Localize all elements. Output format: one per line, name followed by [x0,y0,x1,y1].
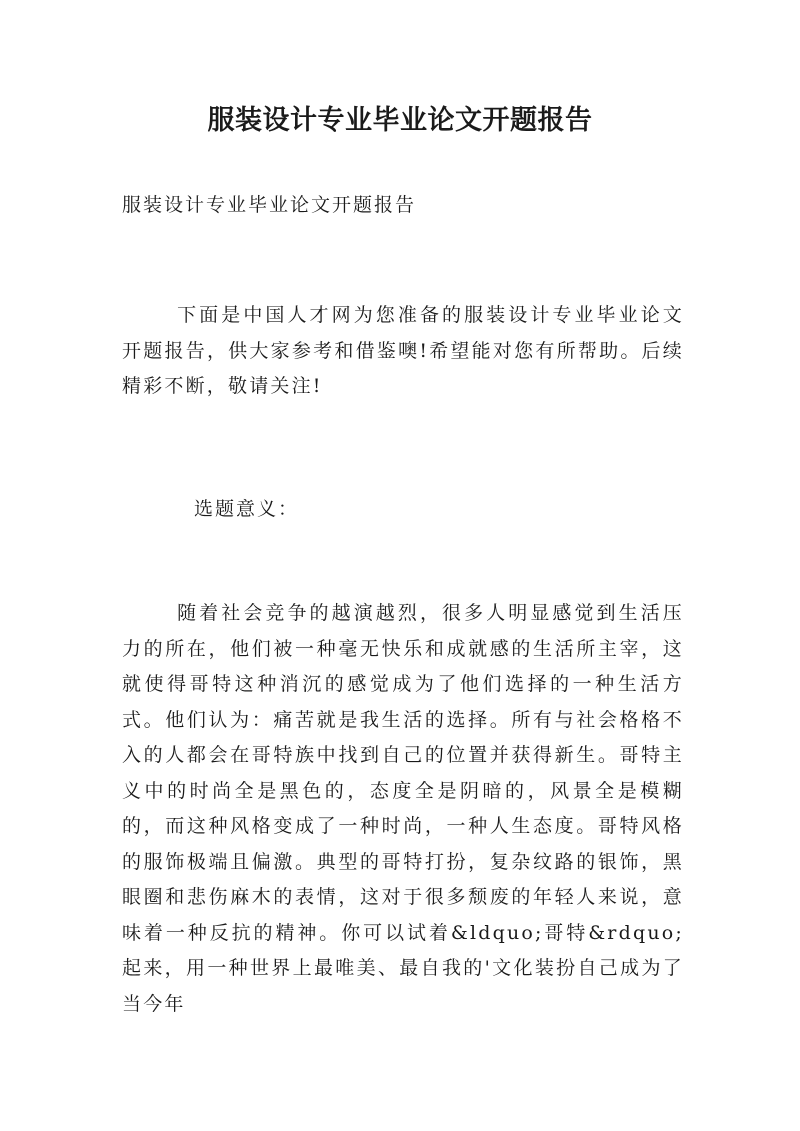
document-title: 服装设计专业毕业论文开题报告 [207,105,593,136]
section-heading: 选题意义： [194,498,300,520]
intro-paragraph: 下面是中国人才网为您准备的服装设计专业毕业论文开题报告，供大家参考和借鉴噢!希望能对您有所帮助。后续精彩不断，敬请关注! [122,304,684,397]
document-subtitle: 服装设计专业毕业论文开题报告 [122,194,417,216]
body-paragraph: 随着社会竞争的越演越烈，很多人明显感觉到生活压力的所在，他们被一种毫无快乐和成就感的生活所主宰，这就使得哥特这种消沉的感觉成为了他们选择的一种生活方式。他们认为：痛苦就是我生活的选择。所有与社会格格不入的人都会在哥特族中找到自己的位置并获得新生。哥特主义中的时尚全是黑色的，态度全是阴暗的，风景全是模糊的，而这种风格变成了一种时尚，一种人生态度。哥特风格的服饰极端且偏激。典型的哥特打扮，复杂纹路的银饰，黑眼圈和悲伤麻木的表情，这对于很多颓废的年轻人来说，意味着一种反抗的精神。你可以试着&ldquo;哥特&rdquo;起来，用一种世界上最唯美、最自我的'文化装扮自己成为了当今年 [122,602,684,1015]
